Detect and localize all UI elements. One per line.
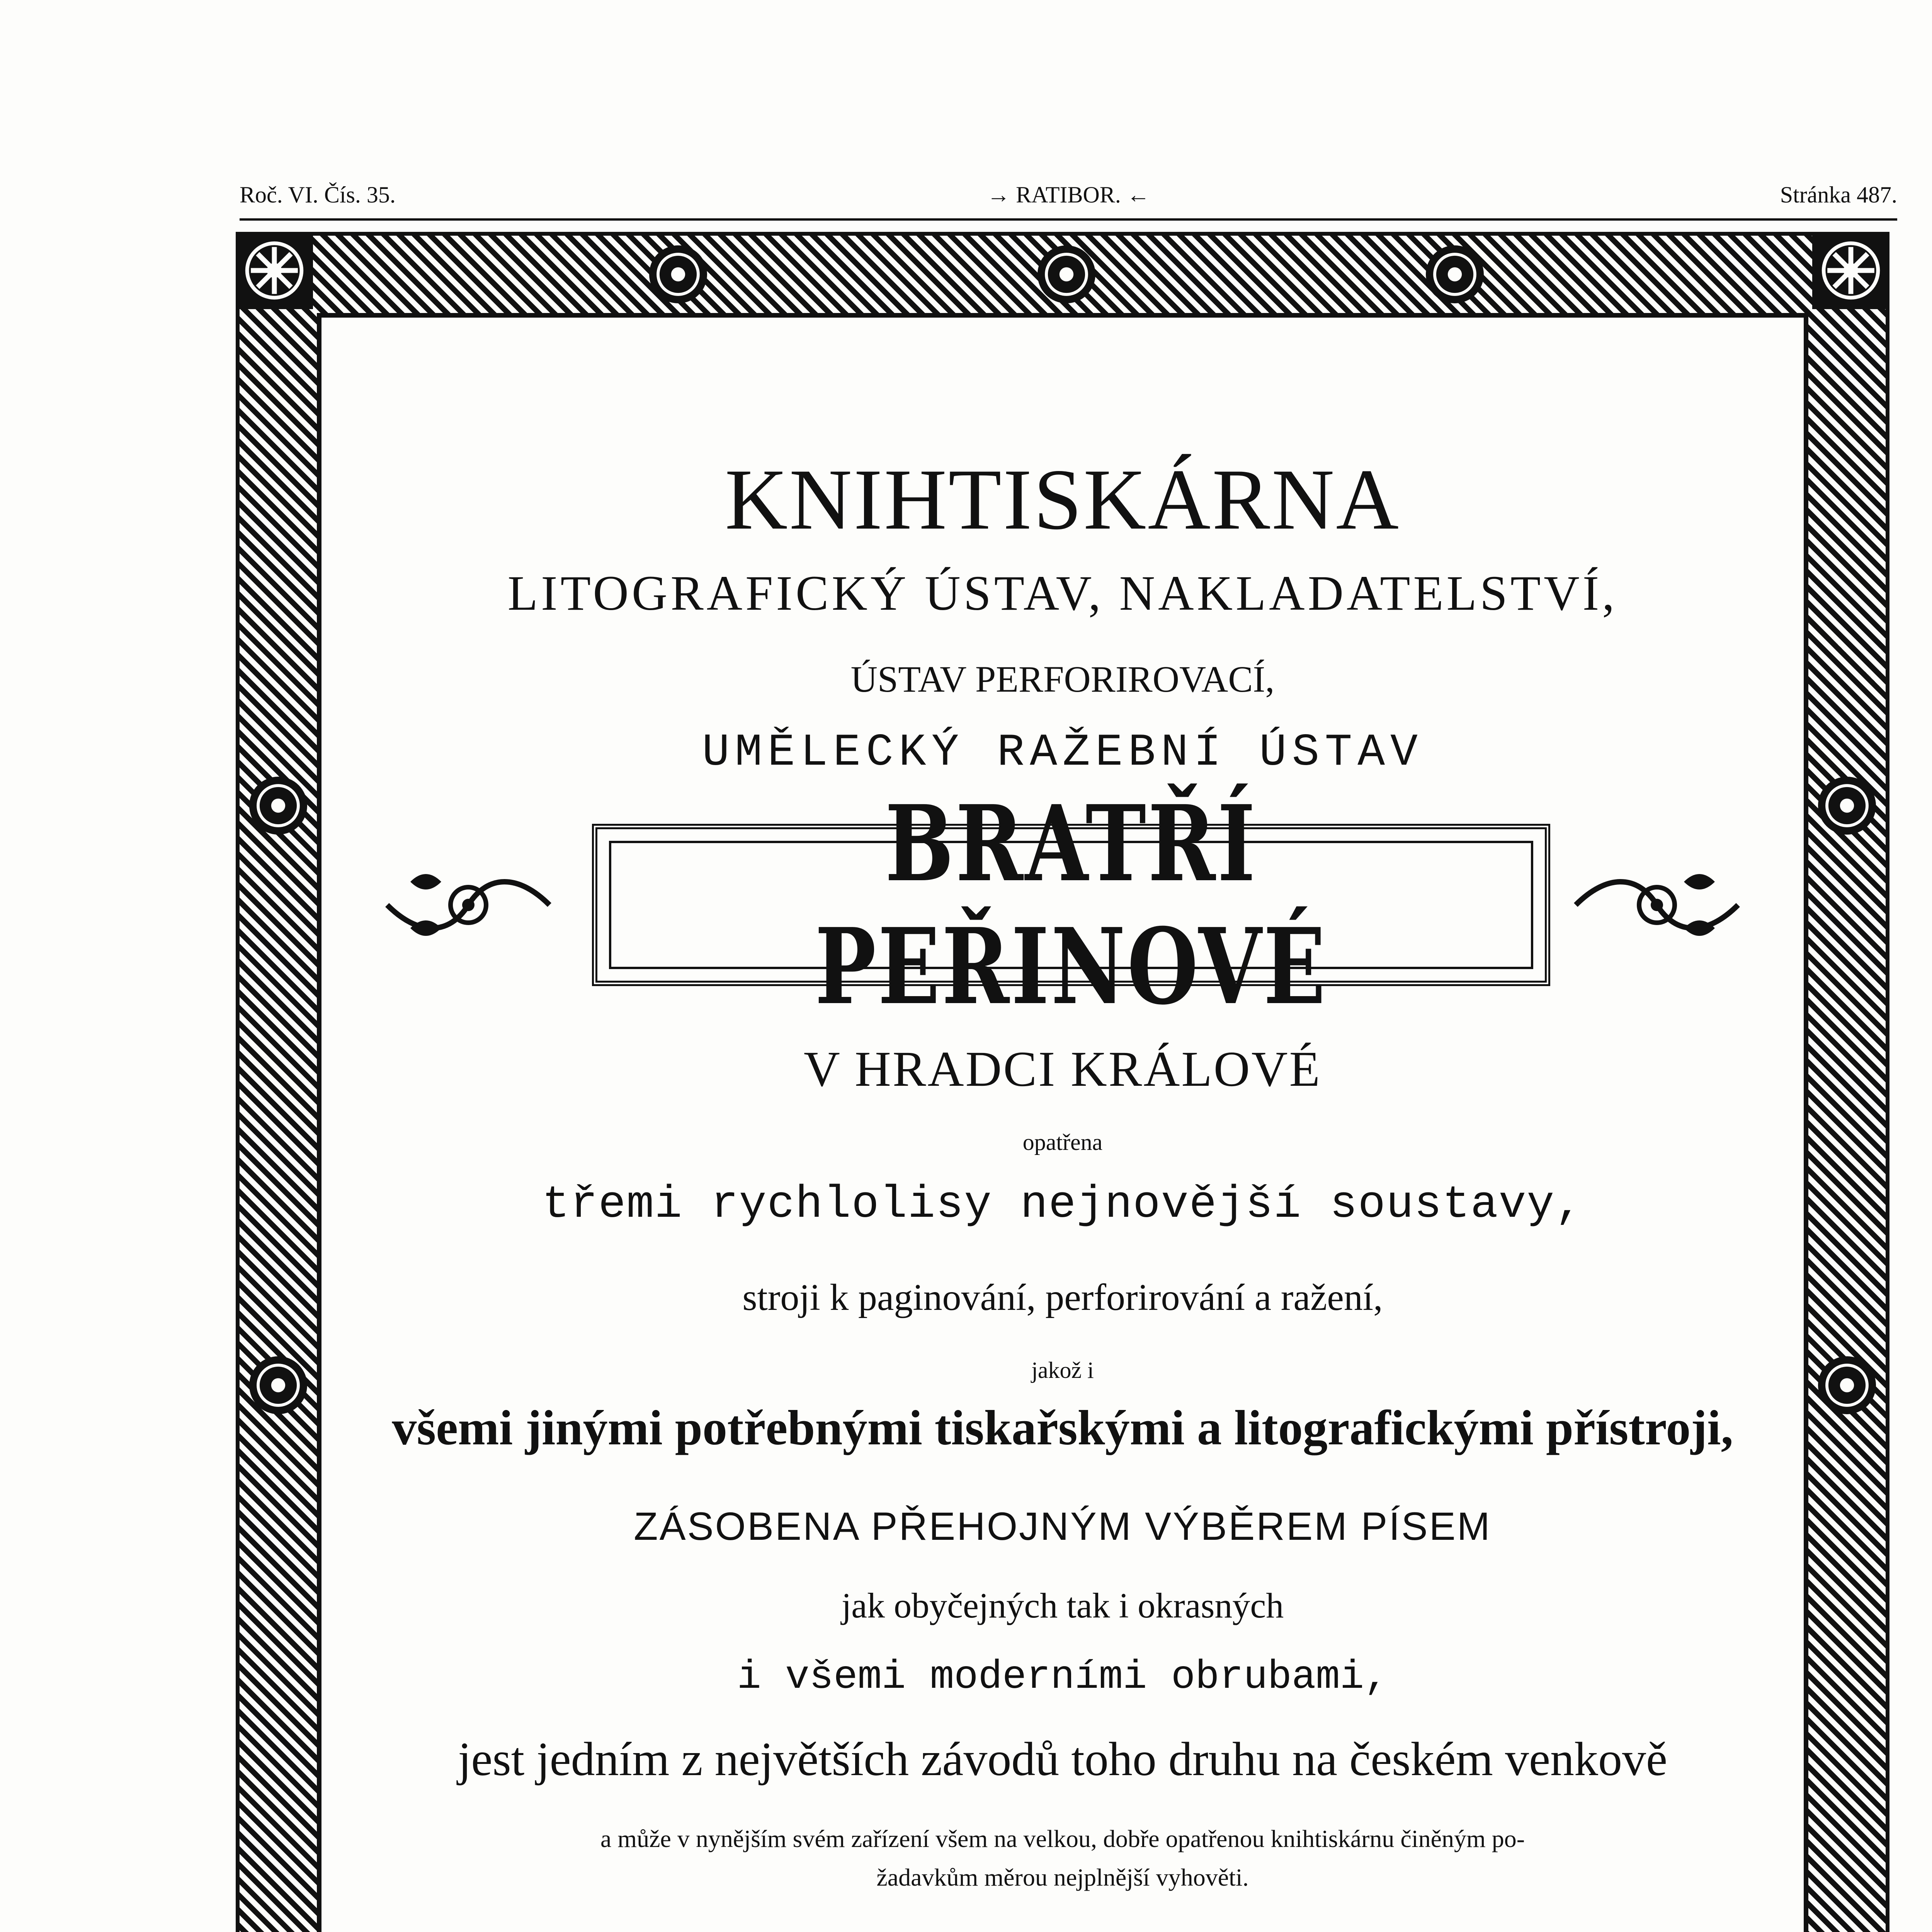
newspaper-page — [182, 0, 1932, 1932]
ad-equipped: opatřena — [1022, 1129, 1103, 1155]
border-rosette-icon — [1037, 245, 1095, 303]
firm-name: BRATŘÍ PEŘINOVÉ — [815, 782, 1328, 1028]
border-rosette-icon — [249, 1356, 307, 1414]
border-rosette-icon — [1818, 1356, 1876, 1414]
ad-line-perforation: ÚSTAV PERFORIROVACÍ, — [850, 658, 1275, 700]
border-rosette-icon — [649, 245, 707, 303]
flourish-ornament-icon — [379, 851, 553, 959]
running-header — [240, 166, 1897, 213]
ad-borders: i všemi moderními obrubami, — [737, 1655, 1388, 1700]
issue-number: Roč. VI. Čís. 35. — [240, 182, 396, 207]
ad-capable-line-1: a může v nynějším svém zařízení všem na velkou, dobře opatřenou knihtiskárnu činěným po- — [600, 1825, 1525, 1852]
ad-biggest: jest jedním z největších závodů toho druhu na českém venkově — [457, 1733, 1668, 1786]
header-rule — [240, 218, 1897, 221]
border-rosette-icon — [1426, 245, 1484, 303]
ad-presses: třemi rychlolisy nejnovější soustavy, — [542, 1179, 1583, 1231]
ad-line-embossing: UMĚLECKÝ RAŽEBNÍ ÚSTAV — [702, 727, 1423, 779]
ad-capable-line-2: žadavkům měrou nejplnější vyhověti. — [876, 1864, 1249, 1891]
border-rosette-icon — [249, 777, 307, 835]
page-number: Stránka 487. — [1780, 182, 1897, 207]
firm-name-banner — [592, 782, 1550, 1028]
advertisement-body — [317, 313, 1808, 1932]
ad-title: KNIHTISKÁRNA — [725, 451, 1400, 548]
ad-location: V HRADCI KRÁLOVÉ — [804, 1041, 1321, 1097]
ad-fonts: jak obyčejných tak i okrasných — [841, 1586, 1284, 1625]
ad-stock: ZÁSOBENA PŘEHOJNÝM VÝBĚREM PÍSEM — [634, 1504, 1492, 1548]
publication-title: → RATIBOR. ← — [987, 182, 1150, 207]
ornamental-border — [236, 232, 1889, 1932]
ad-tools: všemi jinými potřebnými tiskařskými a litografickými přístroji, — [392, 1400, 1733, 1455]
border-rosette-icon — [1818, 777, 1876, 835]
corner-rosette-icon — [236, 232, 313, 309]
flourish-ornament-icon — [1572, 851, 1746, 959]
ad-also: jakož i — [1031, 1357, 1094, 1383]
adjacent-page-strip — [0, 0, 182, 1932]
ad-line-lithography: LITOGRAFICKÝ ÚSTAV, NAKLADATELSTVÍ, — [507, 566, 1618, 621]
corner-rosette-icon — [1812, 232, 1889, 309]
ad-machines: stroji k paginování, perforirování a ražení, — [742, 1277, 1383, 1318]
